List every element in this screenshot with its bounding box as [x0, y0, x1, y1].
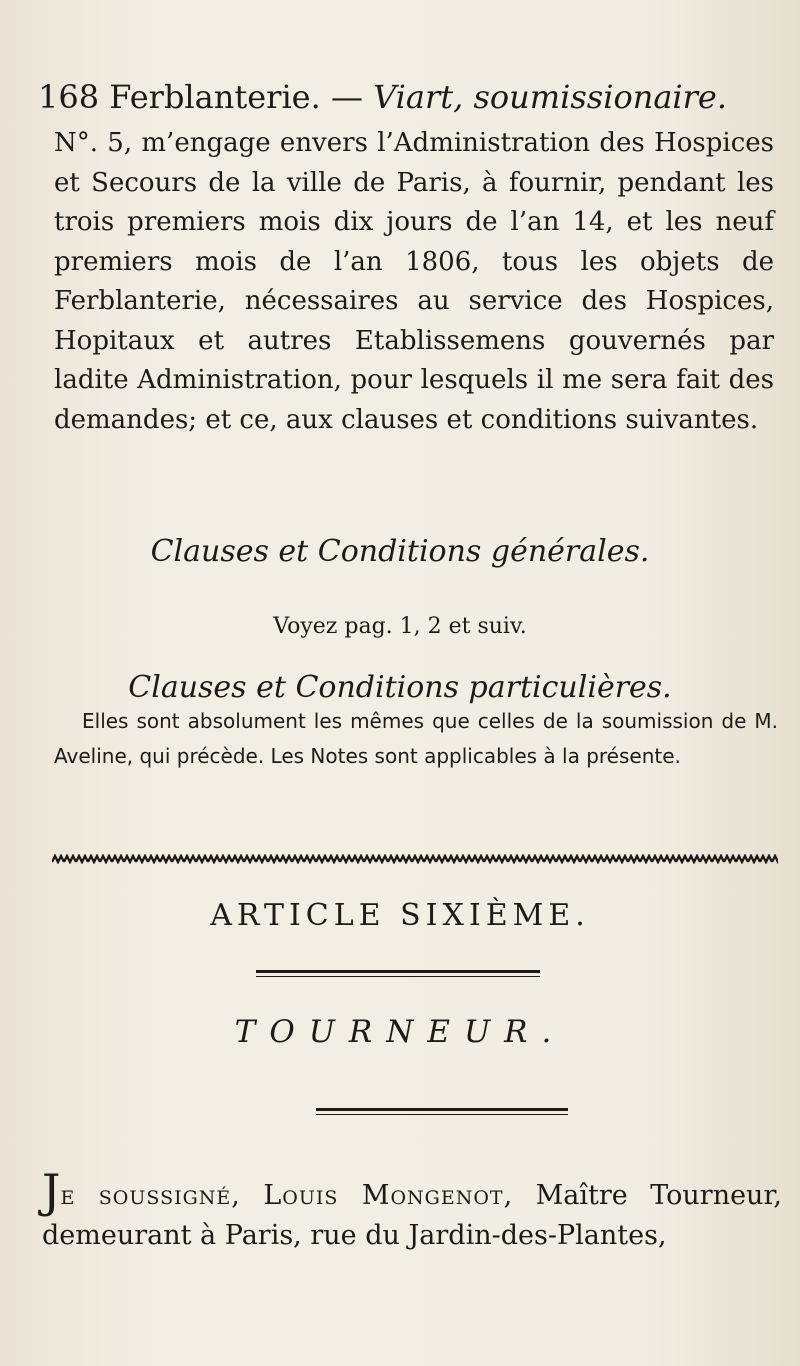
particular-clauses-text [54, 704, 778, 774]
intro-paragraph: N°. 5, m’engage envers l’Administration des Hospices et Secours de la ville de Paris, à fournir, pendant les trois premiers mois dix jours de l’an 14, et les neuf premiers mois de l’an 1806, tous les objets de Ferblanterie, nécessaires au service des Hospices, Hopitaux et autres Etablissemens gouvernés par ladite Administration, pour lesquels il me sera fait des demandes; et ce, aux clauses et conditions suivantes. [54, 128, 774, 435]
closing-name: Louis Mongenot, [263, 1180, 514, 1211]
ornamental-divider [52, 854, 778, 864]
particular-clauses-heading: Clauses et Conditions particulières. [128, 670, 672, 705]
page-number: 168 [38, 78, 100, 116]
header-name: Viart, soumissionaire. [373, 78, 728, 116]
closing-paragraph [42, 1164, 782, 1256]
header-dash: — [330, 78, 363, 116]
article-title: ARTICLE SIXIÈME. [210, 898, 590, 933]
thin-rule-top [256, 976, 540, 977]
closing-rest: Maître Tourneur, demeurant à Paris, rue du Jardin-des-Plantes, [42, 1180, 782, 1251]
closing-first-word: e soussigné, [60, 1180, 241, 1211]
running-header [38, 78, 778, 116]
thick-rule-top [256, 970, 540, 973]
general-clauses-reference: Voyez pag. 1, 2 et suiv. [273, 614, 527, 639]
trade-title: TOURNEUR. [234, 1014, 566, 1050]
particular-clauses-paragraph: Elles sont absolument les mêmes que celles de la soumission de M. Aveline, qui précède. Les Notes sont applicables à la présente. [54, 709, 778, 768]
drop-cap: J [42, 1164, 61, 1218]
thin-rule-bottom [316, 1114, 568, 1115]
thick-rule-bottom [316, 1108, 568, 1111]
header-section: Ferblanterie. [109, 78, 321, 116]
general-clauses-heading: Clauses et Conditions générales. [150, 534, 650, 569]
